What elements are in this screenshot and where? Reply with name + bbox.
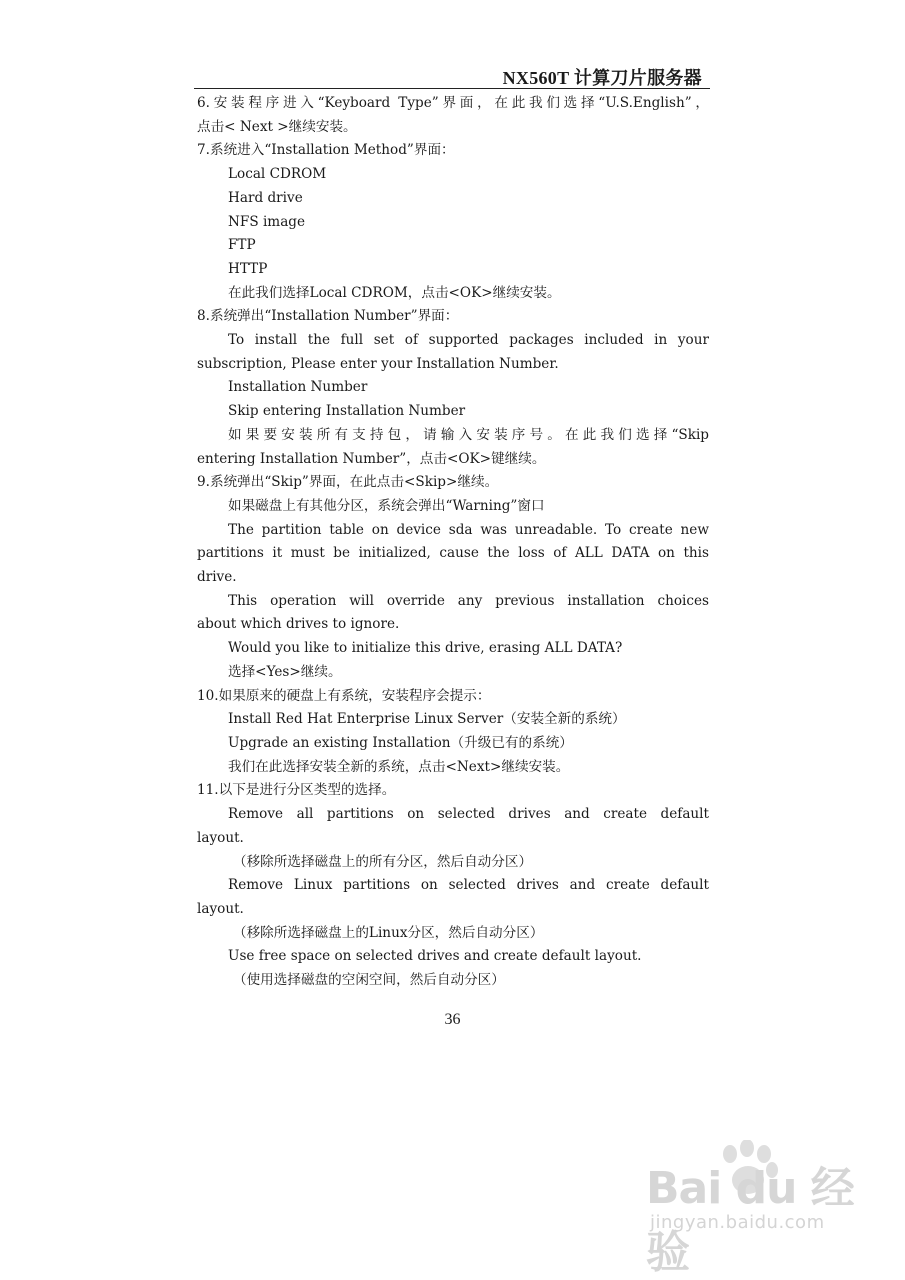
step-9-note: 选择<Yes>继续。	[228, 663, 342, 680]
watermark-url: jingyan.baidu.com	[650, 1212, 825, 1233]
option-install-rhel: Install Red Hat Enterprise Linux Server（安装全新的系统）	[228, 711, 626, 728]
step-8-heading: 8.系统弹出“Installation Number”界面：	[197, 308, 459, 325]
warning-text-1: The partition table on device sda was unreadable. To create new	[228, 521, 709, 538]
option-remove-all-2: layout.	[197, 829, 244, 846]
option-remove-linux-2: layout.	[197, 900, 244, 917]
option-free-space: Use free space on selected drives and create default layout.	[228, 948, 642, 965]
warning-text-3: drive.	[197, 569, 237, 586]
option-remove-linux-1: Remove Linux partitions on selected drives and create default	[228, 877, 709, 894]
header-title: NX560T 计算刀片服务器	[502, 68, 702, 88]
option-ftp: FTP	[228, 237, 256, 254]
step-9-heading: 9.系统弹出“Skip”界面，在此点击<Skip>继续。	[197, 474, 499, 491]
step-11-heading: 11.以下是进行分区类型的选择。	[197, 782, 396, 799]
step-10-note: 我们在此选择安装全新的系统，点击<Next>继续安装。	[228, 758, 570, 775]
step-6-line-2: 点击< Next >继续安装。	[197, 118, 357, 135]
option-remove-linux-note: （移除所选择磁盘上的Linux分区，然后自动分区）	[233, 924, 544, 941]
body-text	[197, 92, 709, 993]
option-remove-all-1: Remove all partitions on selected drives and create default	[228, 806, 709, 823]
warning-text-4: This operation will override any previous installation choices	[228, 592, 709, 609]
option-free-space-note: （使用选择磁盘的空闲空间，然后自动分区）	[233, 972, 505, 989]
step-7-note: 在此我们选择Local CDROM，点击<OK>继续安装。	[228, 284, 561, 301]
option-hard-drive: Hard drive	[228, 189, 303, 206]
watermark-logo: Bai du 经验	[646, 1163, 854, 1278]
warning-text-2: partitions it must be initialized, cause the loss of ALL DATA on this	[197, 545, 709, 562]
step-8-note-2: entering Installation Number”，点击<OK>键继续。	[197, 450, 546, 467]
warning-text-5: about which drives to ignore.	[197, 616, 400, 633]
option-remove-all-note: （移除所选择磁盘上的所有分区，然后自动分区）	[233, 853, 533, 870]
option-nfs-image: NFS image	[228, 213, 306, 230]
option-local-cdrom: Local CDROM	[228, 166, 327, 183]
step-7-heading: 7.系统进入“Installation Method”界面：	[197, 142, 455, 159]
step-6-line-1: 6.安装程序进入“Keyboard Type”界面，在此我们选择“U.S.English”，	[197, 95, 709, 111]
option-skip-number: Skip entering Installation Number	[228, 403, 466, 420]
header-rule	[194, 88, 710, 89]
step-10-heading: 10.如果原来的硬盘上有系统，安装程序会提示：	[197, 687, 491, 704]
step-8-text-1: To install the full set of supported packages included in your	[228, 332, 709, 349]
option-upgrade: Upgrade an existing Installation（升级已有的系统）	[228, 734, 573, 751]
option-installation-number: Installation Number	[228, 379, 368, 396]
step-8-text-2: subscription, Please enter your Installation Number.	[197, 355, 559, 372]
step-8-note-1: 如果要安装所有支持包，请输入安装序号。在此我们选择“Skip	[228, 426, 709, 443]
baidu-watermark	[640, 1140, 880, 1278]
page-number: 36	[444, 1011, 461, 1028]
warning-question: Would you like to initialize this drive, erasing ALL DATA?	[228, 640, 623, 657]
option-http: HTTP	[228, 260, 268, 277]
step-9-warning-intro: 如果磁盘上有其他分区，系统会弹出“Warning”窗口	[228, 497, 545, 514]
